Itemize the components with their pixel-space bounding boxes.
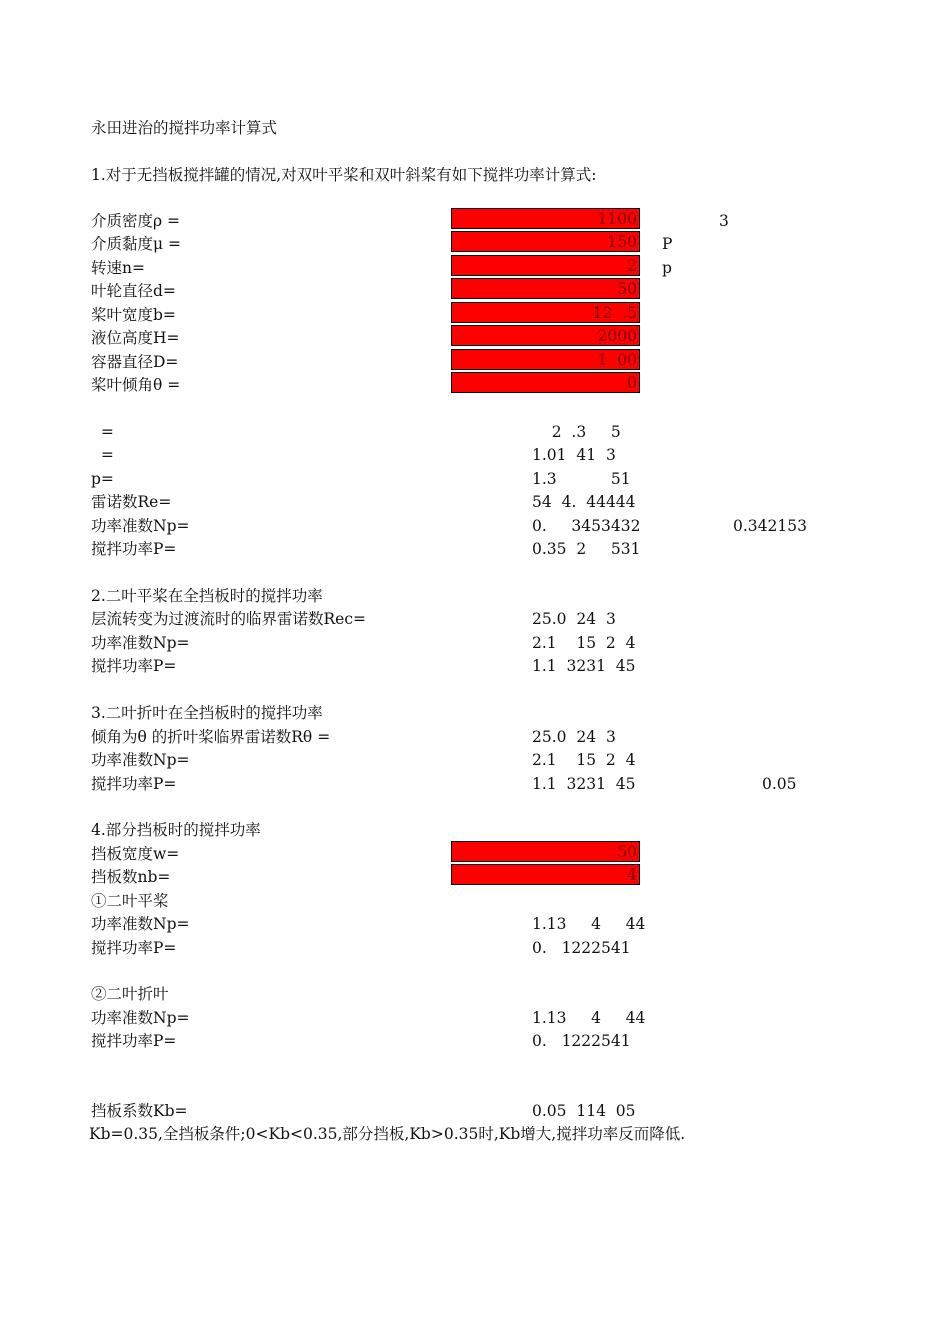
sub1-title: ①二叶平桨 [91, 892, 169, 910]
blade-width-input[interactable] [451, 302, 640, 323]
blade-width-value: 12 .5 [592, 304, 637, 322]
section3-heading: 3.二叶折叶在全挡板时的搅拌功率 [91, 704, 323, 722]
section1-heading: 1.对于无挡板搅拌罐的情况,对双叶平桨和双叶斜桨有如下搅拌功率计算式: [91, 166, 597, 184]
baffle-note: Kb=0.35,全挡板条件;0<Kb<0.35,部分挡板,Kb>0.35时,Kb增大,搅拌功率反而降低. [89, 1125, 686, 1143]
section2-heading: 2.二叶平桨在全挡板时的搅拌功率 [91, 587, 323, 605]
s3-np-value: 2.1 15 2 4 [532, 751, 636, 769]
sub1-power-value: 0. 1222541 [532, 939, 631, 957]
baffle-count-input[interactable] [451, 864, 640, 885]
density-unit: 3 [719, 212, 729, 230]
blade-angle-label: 桨叶倾角θ = [91, 376, 181, 394]
power-value: 0.35 2 531 [532, 540, 641, 558]
baffle-count-value: 4 [627, 866, 637, 884]
impeller-diameter-label: 叶轮直径d= [91, 282, 176, 300]
liquid-height-input[interactable] [451, 325, 640, 346]
section4-heading: 4.部分挡板时的搅拌功率 [91, 821, 261, 839]
power-number-label: 功率准数Np= [91, 517, 190, 535]
power-label: 搅拌功率P= [91, 540, 177, 558]
speed-unit: p [662, 259, 672, 277]
baffle-count-label: 挡板数nb= [91, 868, 171, 886]
baffle-width-label: 挡板宽度w= [91, 845, 180, 863]
s2-power-label: 搅拌功率P= [91, 657, 177, 675]
speed-input[interactable] [451, 255, 640, 276]
viscosity-unit: P [662, 235, 673, 253]
result-b-label: = [91, 446, 114, 464]
s3-rtheta-value: 25.0 24 3 [532, 728, 616, 746]
s2-np-label: 功率准数Np= [91, 634, 190, 652]
s3-np-label: 功率准数Np= [91, 751, 190, 769]
density-input[interactable] [451, 208, 640, 229]
viscosity-input[interactable] [451, 231, 640, 252]
s3-power-value: 1.1 3231 45 [532, 775, 636, 793]
sub1-np-label: 功率准数Np= [91, 915, 190, 933]
reynolds-value: 54 4. 44444 [532, 493, 636, 511]
power-number-extra: 0.342153 [733, 517, 807, 535]
reynolds-label: 雷诺数Re= [91, 493, 172, 511]
blade-angle-input[interactable] [451, 372, 640, 393]
baffle-width-input[interactable] [451, 841, 640, 862]
vessel-diameter-input[interactable] [451, 349, 640, 370]
result-p-label: p= [91, 470, 114, 488]
speed-label: 转速n= [91, 259, 145, 277]
viscosity-value: 150 [607, 233, 637, 251]
impeller-diameter-input[interactable] [451, 278, 640, 299]
s2-rec-label: 层流转变为过渡流时的临界雷诺数Rec= [91, 610, 367, 628]
baffle-coefficient-label: 挡板系数Kb= [91, 1102, 188, 1120]
sub2-power-value: 0. 1222541 [532, 1032, 631, 1050]
liquid-height-value: 2000 [597, 327, 637, 345]
power-number-value: 0. 3453432 [532, 517, 641, 535]
vessel-diameter-label: 容器直径D= [91, 353, 179, 371]
s2-np-value: 2.1 15 2 4 [532, 634, 636, 652]
result-a-value: 2 .3 5 [532, 423, 621, 441]
impeller-diameter-value: 50 [617, 280, 637, 298]
result-b-value: 1.01 41 3 [532, 446, 616, 464]
sub2-title: ②二叶折叶 [91, 985, 169, 1003]
sub2-np-label: 功率准数Np= [91, 1009, 190, 1027]
s3-rtheta-label: 倾角为θ 的折叶桨临界雷诺数Rθ = [91, 728, 331, 746]
result-a-label: = [91, 423, 114, 441]
density-value: 1100 [597, 210, 637, 228]
speed-value: 2 [627, 257, 637, 275]
liquid-height-label: 液位高度H= [91, 329, 180, 347]
blade-width-label: 桨叶宽度b= [91, 306, 176, 324]
sub2-np-value: 1.13 4 44 [532, 1009, 646, 1027]
sub1-power-label: 搅拌功率P= [91, 939, 177, 957]
density-label: 介质密度ρ = [91, 212, 181, 230]
s3-power-label: 搅拌功率P= [91, 775, 177, 793]
baffle-width-value: 50 [617, 843, 637, 861]
result-p-value: 1.3 51 [532, 470, 631, 488]
blade-angle-value: 0 [627, 374, 637, 392]
baffle-coefficient-value: 0.05 114 05 [532, 1102, 636, 1120]
sub1-np-value: 1.13 4 44 [532, 915, 646, 933]
s2-power-value: 1.1 3231 45 [532, 657, 636, 675]
s2-rec-value: 25.0 24 3 [532, 610, 616, 628]
viscosity-label: 介质黏度μ = [91, 235, 181, 253]
sub2-power-label: 搅拌功率P= [91, 1032, 177, 1050]
page-title: 永田进治的搅拌功率计算式 [91, 119, 278, 137]
vessel-diameter-value: 1 00 [597, 351, 637, 369]
s3-power-extra: 0.05 [762, 775, 797, 793]
